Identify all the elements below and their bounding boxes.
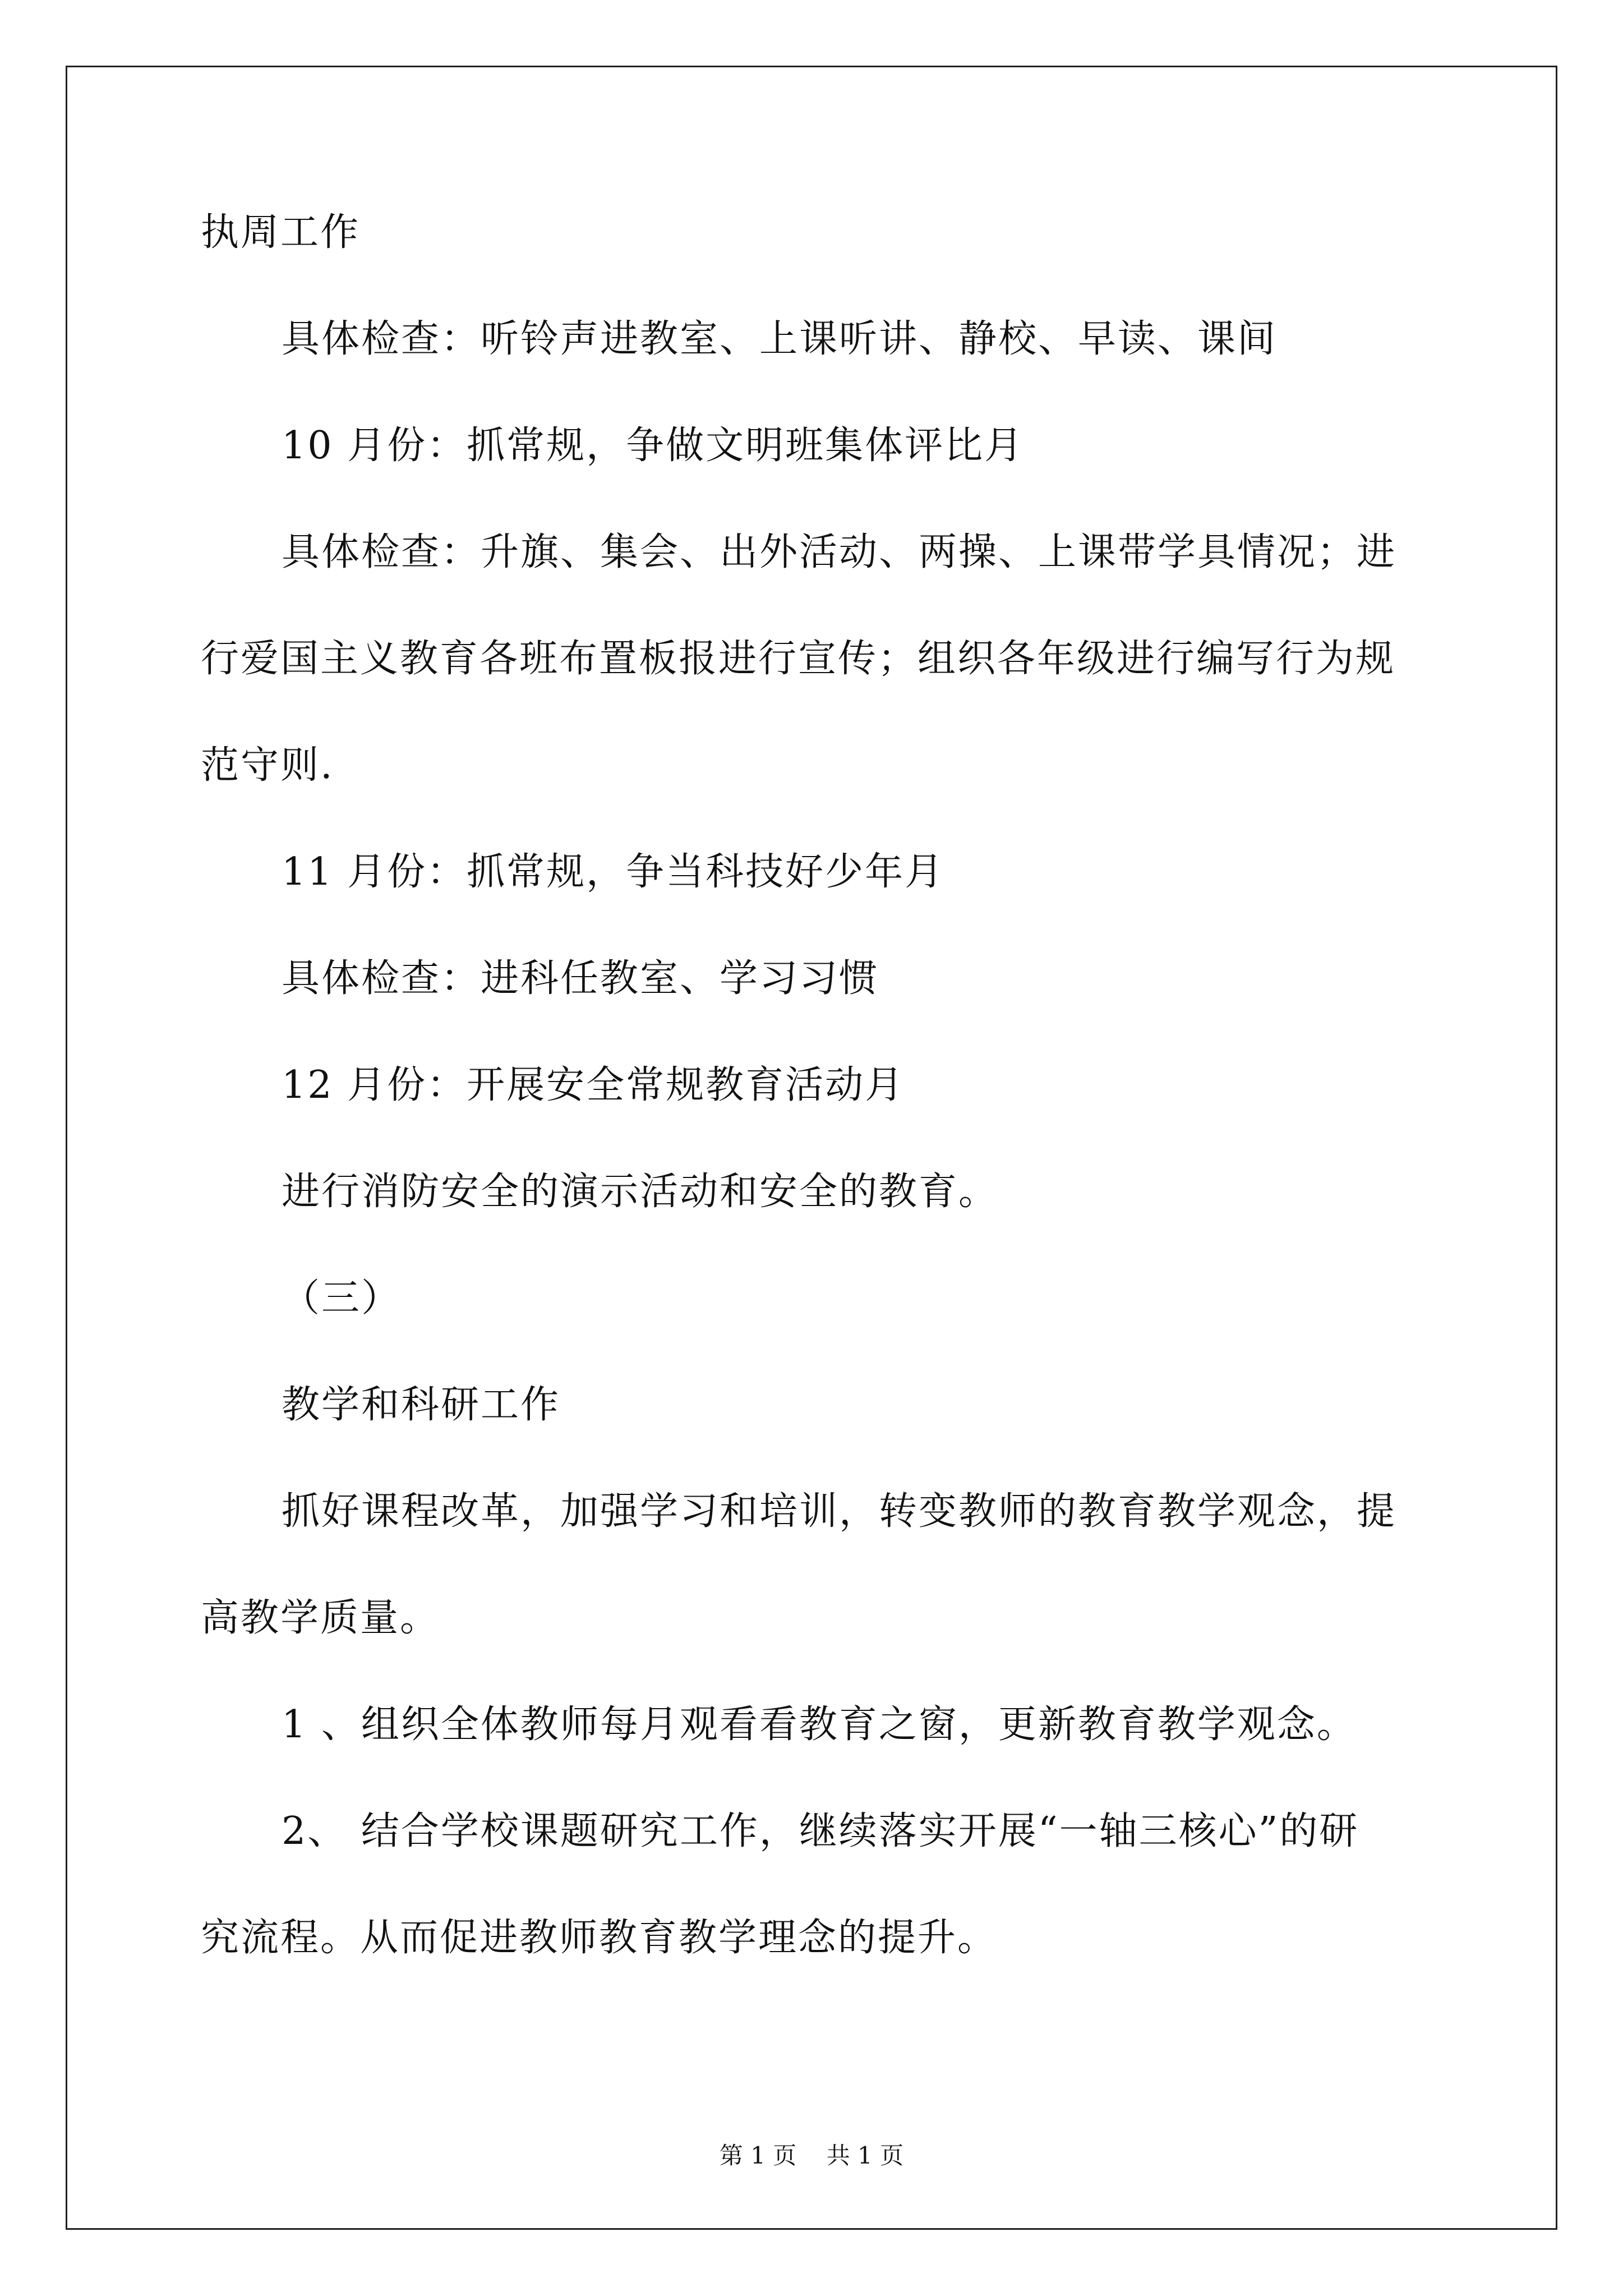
text-line: 12 月份：开展安全常规教育活动月 bbox=[282, 1063, 905, 1107]
page-border bbox=[66, 66, 1557, 2230]
text-line: 具体检查：进科任教室、学习习惯 bbox=[282, 956, 879, 1001]
text-line: 抓好课程改革，加强学习和培训，转变教师的教育教学观念，提 bbox=[282, 1489, 1397, 1534]
text-line: 10 月份：抓常规，争做文明班集体评比月 bbox=[282, 424, 1025, 468]
text-line: 具体检查：升旗、集会、出外活动、两操、上课带学具情况；进 bbox=[282, 530, 1397, 574]
text-line: 行爱国主义教育各班布置板报进行宣传；组织各年级进行编写行为规 bbox=[201, 637, 1396, 681]
text-line: 教学和科研工作 bbox=[282, 1383, 561, 1427]
text-line: 进行消防安全的演示活动和安全的教育。 bbox=[282, 1170, 999, 1214]
text-line: 究流程。从而促进教师教育教学理念的提升。 bbox=[201, 1916, 998, 1960]
text-line: （三） bbox=[282, 1276, 402, 1320]
text-line: 执周工作 bbox=[201, 210, 361, 255]
text-line: 1 、组织全体教师每月观看看教育之窗，更新教育教学观念。 bbox=[282, 1703, 1357, 1747]
text-line: 具体检查：听铃声进教室、上课听讲、静校、早读、课间 bbox=[282, 317, 1278, 361]
text-line: 高教学质量。 bbox=[201, 1596, 440, 1640]
text-line: 11 月份：抓常规，争当科技好少年月 bbox=[282, 850, 945, 894]
page-footer: 第 1 页 共 1 页 bbox=[719, 2142, 904, 2169]
text-line: 2、 结合学校课题研究工作，继续落实开展“一轴三核心”的研 bbox=[282, 1809, 1359, 1853]
text-line: 范守则. bbox=[201, 743, 334, 788]
